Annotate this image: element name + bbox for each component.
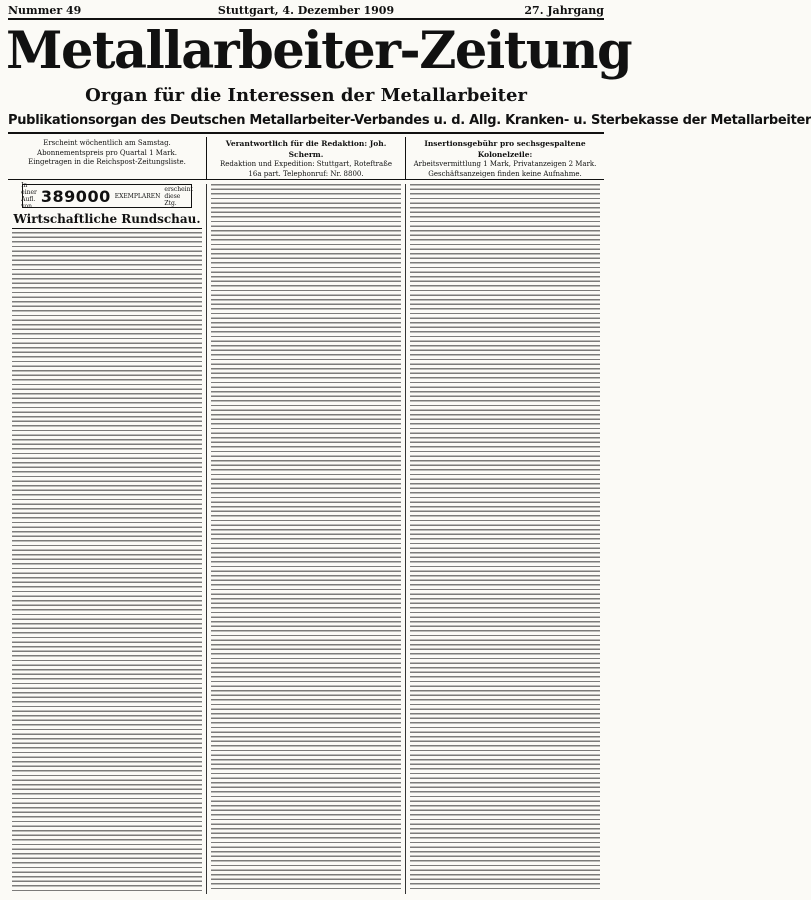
subscription-info-text: Erscheint wöchentlich am Samstag. Abonnementspreis pro Quartal 1 Mark. Eingetragen in die Reichspost-Zeitungsliste. <box>28 139 186 166</box>
volume-number: 27. Jahrgang <box>524 4 604 17</box>
column-2 <box>206 184 405 894</box>
editorial-info-box <box>206 137 405 179</box>
info-box-row <box>8 137 604 180</box>
article-heading: Wirtschaftliche Rundschau. <box>12 212 202 229</box>
article-text-block <box>12 232 202 892</box>
issue-number: Nummer 49 <box>8 4 82 17</box>
subscription-info-box <box>8 137 206 179</box>
circulation-suffix: erscheint diese Ztg. <box>164 185 193 207</box>
newspaper-subtitle: Organ für die Interessen der Metallarbeiter <box>85 85 527 106</box>
newspaper-title: Metallarbeiter-Zeitung <box>6 21 632 81</box>
article-text-block <box>211 184 401 890</box>
article-text-block <box>410 184 600 890</box>
column-3 <box>405 184 604 894</box>
circulation-unit: EXEMPLAREN <box>114 192 161 200</box>
publication-line: Publikationsorgan des Deutschen Metallarbeiter-Verbandes u. d. Allg. Kranken- u. Sterbekasse der Metallarbeiter <box>8 110 604 134</box>
editorial-address: Redaktion und Expedition: Stuttgart, Roteftraße 16a part. Telephonruf: Nr. 8800. <box>220 160 392 178</box>
advertising-title: Insertionsgebühr pro sechsgespaltene Kolonelzeile: <box>424 139 586 159</box>
advertising-text: Arbeitsvermittlung 1 Mark, Privatanzeigen 2 Mark. Geschäftsanzeigen finden keine Aufnahme. <box>413 160 597 178</box>
issue-header-line <box>8 4 604 20</box>
circulation-prefix: In einer Aufl. von <box>21 182 37 210</box>
article-columns <box>8 184 604 894</box>
place-date: Stuttgart, 4. Dezember 1909 <box>217 4 395 17</box>
circulation-number: 389000 <box>40 186 111 206</box>
advertising-info-box <box>405 137 604 179</box>
circulation-badge <box>22 184 192 208</box>
editor-line: Verantwortlich für die Redaktion: Joh. Scherm. <box>225 139 387 159</box>
column-1 <box>8 184 206 894</box>
